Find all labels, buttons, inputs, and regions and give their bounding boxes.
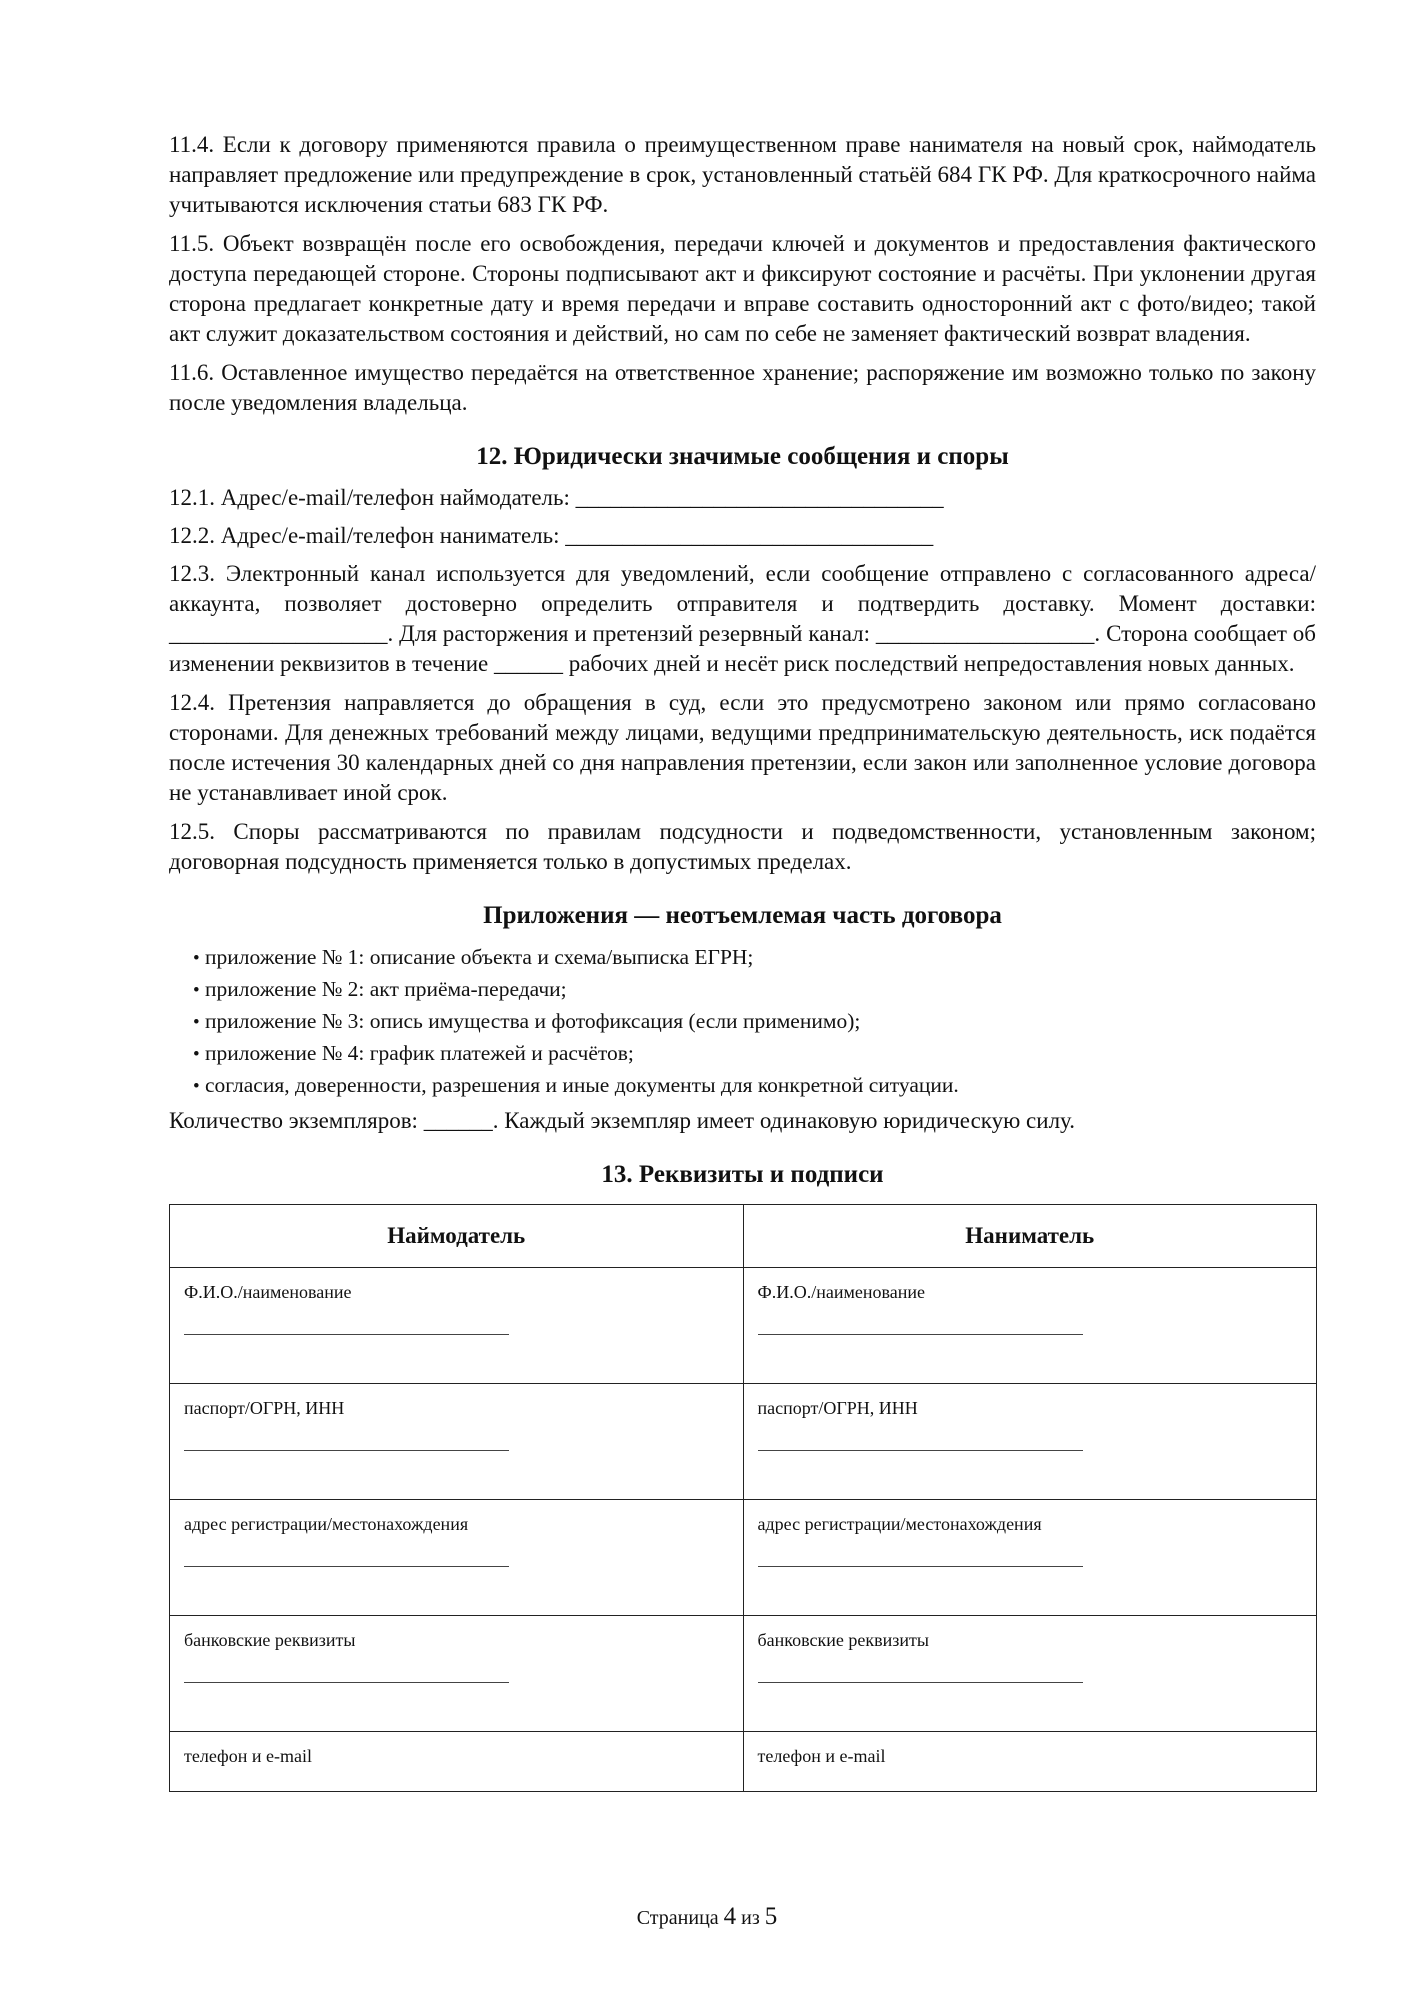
clause-11-6: 11.6. Оставленное имущество передаётся на ответственное хранение; распоряжение им возможно только по закону после уведомления владельца. (169, 360, 1316, 415)
bullet-icon: • (193, 1044, 200, 1065)
tenant-passport-cell (743, 1384, 1317, 1500)
cell-label: банковские реквизиты (184, 1630, 356, 1650)
section-12-title: 12. Юридически значимые сообщения и споры (476, 443, 1009, 470)
annex-item-1: приложение № 1: описание объекта и схема/выписка ЕГРН; (205, 945, 754, 969)
document-page (169, 130, 1316, 1792)
table-row (170, 1384, 1317, 1500)
landlord-address-cell (170, 1500, 744, 1616)
fill-line (184, 1681, 509, 1683)
bullet-icon: • (193, 980, 200, 1001)
table-row (170, 1616, 1317, 1732)
table-row (170, 1268, 1317, 1384)
cell-label: паспорт/ОГРН, ИНН (184, 1398, 345, 1418)
column-header-landlord: Наймодатель (170, 1205, 744, 1268)
fill-line (758, 1565, 1083, 1567)
page-current: 4 (723, 1903, 737, 1930)
landlord-bank-cell (170, 1616, 744, 1732)
annex-item-2: приложение № 2: акт приёма-передачи; (205, 977, 567, 1001)
annex-item-3: приложение № 3: опись имущества и фотофиксация (если применимо); (205, 1009, 861, 1033)
cell-label: Ф.И.О./наименование (757, 1282, 925, 1302)
tenant-bank-cell (743, 1616, 1317, 1732)
cell-label: паспорт/ОГРН, ИНН (757, 1398, 918, 1418)
requisites-table (169, 1204, 1317, 1792)
page-total: 5 (764, 1903, 778, 1930)
landlord-passport-cell (170, 1384, 744, 1500)
page-label: Страница (636, 1907, 719, 1929)
bullet-icon: • (193, 1076, 200, 1097)
cell-label: адрес регистрации/местонахождения (184, 1514, 469, 1534)
list-item (193, 1070, 1316, 1102)
fill-line (184, 1565, 509, 1567)
cell-label: Ф.И.О./наименование (184, 1282, 352, 1302)
clause-12-2: 12.2. Адрес/e-mail/телефон наниматель: ________________________________ (169, 523, 934, 548)
annex-list (169, 942, 1316, 1102)
annexes-title: Приложения — неотъемлемая часть договора (483, 902, 1002, 929)
fill-line (758, 1681, 1083, 1683)
list-item (193, 1038, 1316, 1070)
table-row (170, 1500, 1317, 1616)
page-of: из (741, 1907, 760, 1929)
cell-label: телефон и e-mail (184, 1746, 312, 1766)
fill-line (184, 1333, 509, 1335)
bullet-icon: • (193, 1012, 200, 1033)
clause-12-1: 12.1. Адрес/e-mail/телефон наймодатель: ________________________________ (169, 485, 944, 510)
clause-12-3: 12.3. Электронный канал используется для уведомлений, если сообщение отправлено с согласованного адреса/аккаунта, позволяет достоверно определить отправителя и подтвердить доставку. Момент доставки: ___________________. Для расторжения и претензий резервный канал: ___________________. Сторона сообщает об изменении реквизитов в течение ______ рабочих дней и несёт риск последствий непредоставления новых данных. (169, 561, 1316, 676)
clause-11-5: 11.5. Объект возвращён после его освобождения, передачи ключей и документов и предоставления фактического доступа передающей стороне. Стороны подписывают акт и фиксируют состояние и расчёты. При уклонении другая сторона предлагает конкретные дату и время передачи и вправе составить односторонний акт с фото/видео; такой акт служит доказательством состояния и действий, но сам по себе не заменяет фактический возврат владения. (169, 231, 1316, 346)
annex-item-5: согласия, доверенности, разрешения и иные документы для конкретной ситуации. (205, 1073, 959, 1097)
section-13-title: 13. Реквизиты и подписи (601, 1161, 884, 1188)
clause-12-5: 12.5. Споры рассматриваются по правилам подсудности и подведомственности, установленным законом; договорная подсудность применяется только в допустимых пределах. (169, 819, 1316, 874)
tenant-contact-cell (743, 1732, 1317, 1792)
tenant-address-cell (743, 1500, 1317, 1616)
list-item (193, 942, 1316, 974)
list-item (193, 1006, 1316, 1038)
bullet-icon: • (193, 948, 200, 969)
fill-line (758, 1333, 1083, 1335)
fill-line (758, 1449, 1083, 1451)
tenant-name-cell (743, 1268, 1317, 1384)
annex-item-4: приложение № 4: график платежей и расчётов; (205, 1041, 634, 1065)
clause-11-4: 11.4. Если к договору применяются правила о преимущественном праве нанимателя на новый срок, наймодатель направляет предложение или предупреждение в срок, установленный статьёй 684 ГК РФ. Для краткосрочного найма учитываются исключения статьи 683 ГК РФ. (169, 132, 1316, 217)
landlord-name-cell (170, 1268, 744, 1384)
table-row (170, 1732, 1317, 1792)
clause-12-4: 12.4. Претензия направляется до обращения в суд, если это предусмотрено законом или прямо согласовано сторонами. Для денежных требований между лицами, ведущими предпринимательскую деятельность, иск подаётся после истечения 30 календарных дней со дня направления претензии, если закон или заполненное условие договора не устанавливает иной срок. (169, 690, 1316, 805)
cell-label: телефон и e-mail (757, 1746, 886, 1766)
list-item (193, 974, 1316, 1006)
cell-label: банковские реквизиты (757, 1630, 929, 1650)
copies-count: Количество экземпляров: ______. Каждый экземпляр имеет одинаковую юридическую силу. (169, 1108, 1075, 1133)
page-footer (0, 1903, 1414, 1931)
fill-line (184, 1449, 509, 1451)
cell-label: адрес регистрации/местонахождения (757, 1514, 1042, 1534)
column-header-tenant: Наниматель (743, 1205, 1317, 1268)
landlord-contact-cell (170, 1732, 744, 1792)
